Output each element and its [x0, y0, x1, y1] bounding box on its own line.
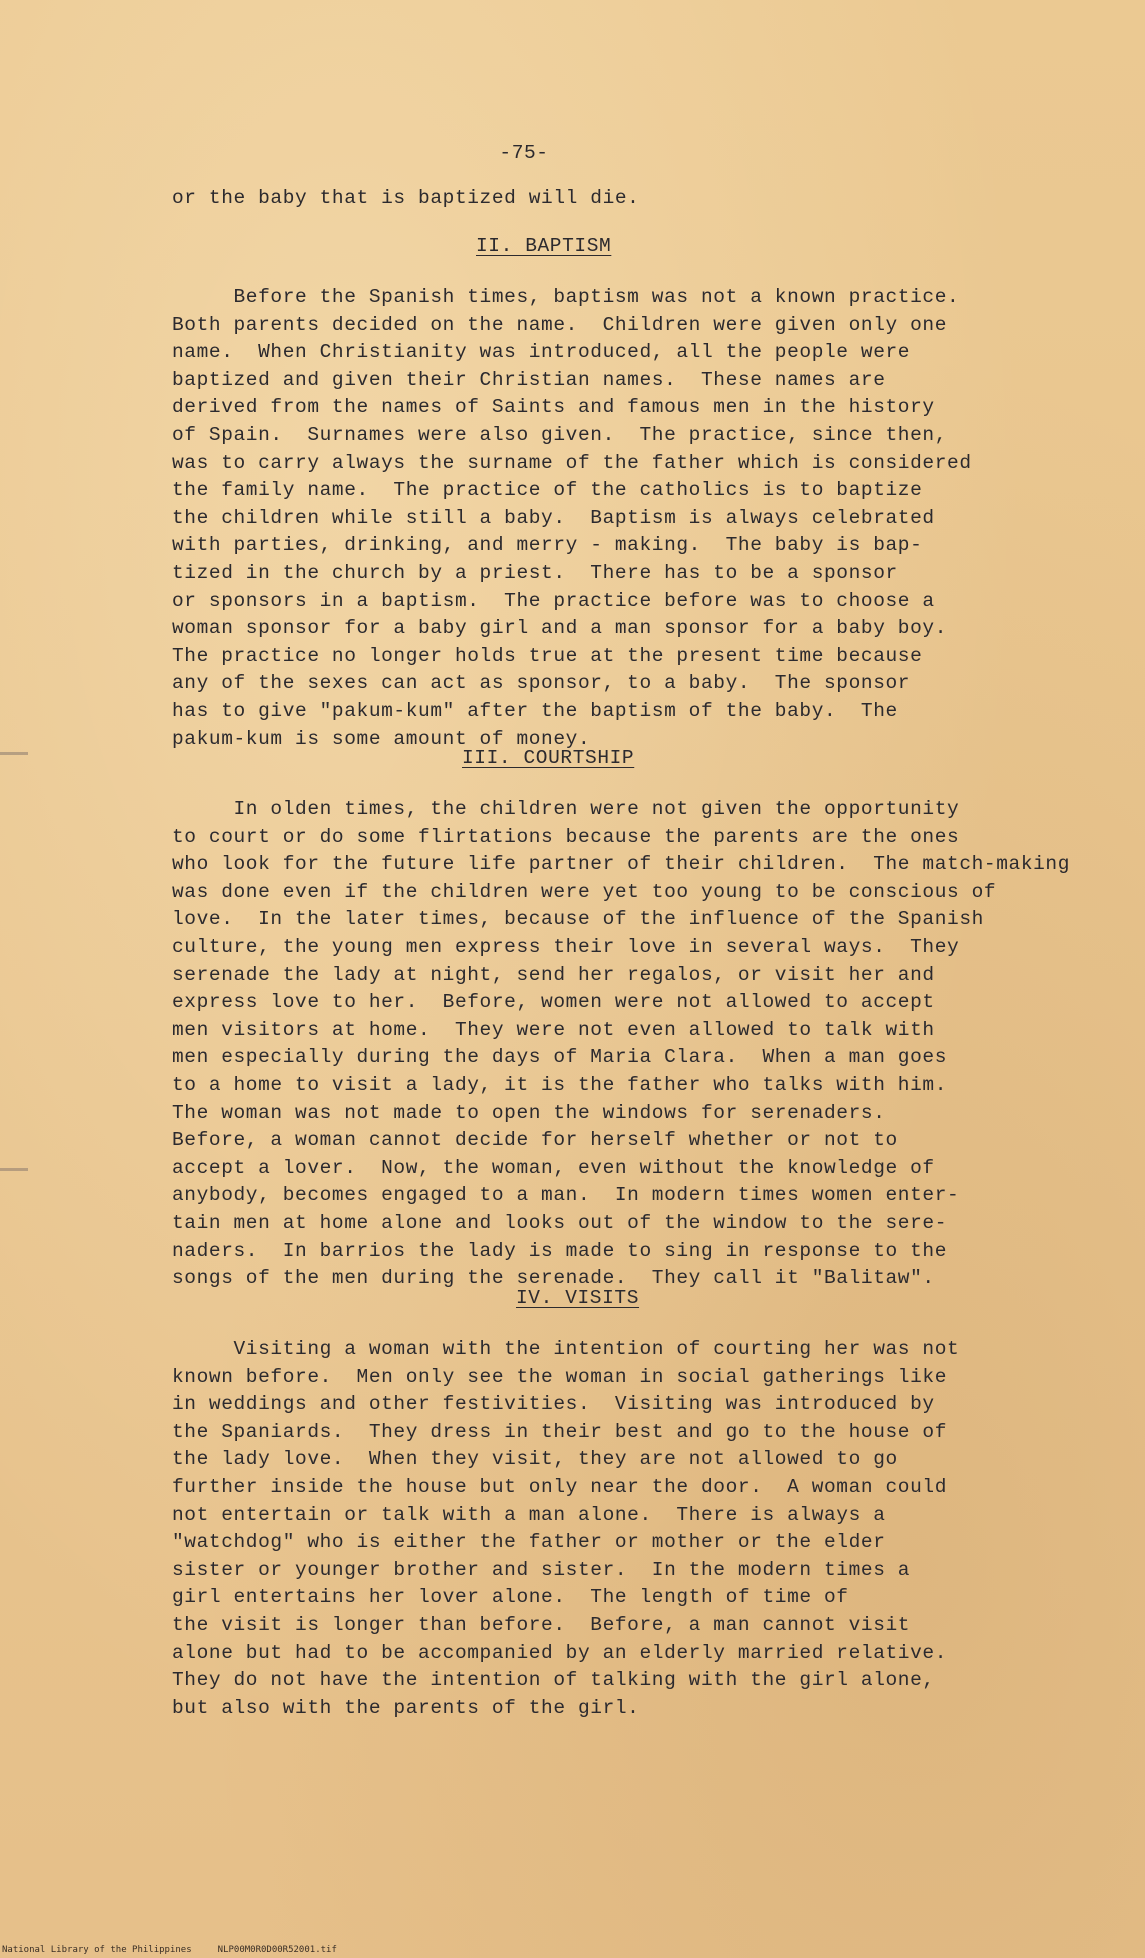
- section-heading-baptism: II. BAPTISM: [476, 235, 612, 257]
- section-body-courtship: [172, 796, 1102, 1293]
- text-line: the family name. The practice of the catholics is to baptize: [172, 479, 923, 502]
- text-line: the visit is longer than before. Before, a man cannot visit: [172, 1613, 911, 1636]
- text-line: men especially during the days of Maria Clara. When a man goes: [172, 1046, 948, 1069]
- text-line: or sponsors in a baptism. The practice before was to choose a: [172, 589, 935, 612]
- scan-edge-mark: [0, 1168, 28, 1171]
- text-line: anybody, becomes engaged to a man. In modern times women enter-: [172, 1184, 960, 1207]
- text-line: sister or younger brother and sister. In the modern times a: [172, 1558, 911, 1581]
- footer-file-id: NLP00M0R0D00R52001.tif: [217, 1945, 337, 1955]
- text-line: men visitors at home. They were not even allowed to talk with: [172, 1018, 935, 1041]
- scan-edge-mark: [0, 752, 28, 755]
- text-line: serenade the lady at night, send her regalos, or visit her and: [172, 963, 935, 986]
- text-line: tized in the church by a priest. There has to be a sponsor: [172, 561, 898, 584]
- section-heading-courtship: III. COURTSHIP: [462, 747, 635, 769]
- text-line: love. In the later times, because of the influence of the Spanish: [172, 908, 984, 931]
- text-line: to court or do some flirtations because the parents are the ones: [172, 825, 960, 848]
- section-body-visits: [172, 1336, 1102, 1722]
- text-line: Both parents decided on the name. Children were given only one: [172, 313, 948, 336]
- text-line: any of the sexes can act as sponsor, to a baby. The sponsor: [172, 672, 911, 695]
- text-line: tain men at home alone and looks out of the window to the sere-: [172, 1211, 948, 1234]
- text-line: known before. Men only see the woman in social gatherings like: [172, 1365, 948, 1388]
- text-line: the children while still a baby. Baptism is always celebrated: [172, 506, 935, 529]
- text-line: songs of the men during the serenade. They call it "Balitaw".: [172, 1267, 935, 1290]
- footer-library: National Library of the Philippines: [2, 1945, 192, 1955]
- text-line: name. When Christianity was introduced, all the people were: [172, 341, 911, 364]
- text-line: of Spain. Surnames were also given. The practice, since then,: [172, 423, 948, 446]
- text-line: the lady love. When they visit, they are not allowed to go: [172, 1448, 898, 1471]
- section-heading-visits: IV. VISITS: [516, 1287, 640, 1309]
- text-line: accept a lover. Now, the woman, even without the knowledge of: [172, 1156, 935, 1179]
- text-line: in weddings and other festivities. Visiting was introduced by: [172, 1393, 935, 1416]
- text-line: not entertain or talk with a man alone. There is always a: [172, 1503, 886, 1526]
- text-line: naders. In barrios the lady is made to sing in response to the: [172, 1239, 948, 1262]
- text-line: with parties, drinking, and merry - making. The baby is bap-: [172, 534, 923, 557]
- text-line: Before, a woman cannot decide for herself whether or not to: [172, 1129, 898, 1152]
- text-line: pakum-kum is some amount of money.: [172, 727, 591, 750]
- text-line: "watchdog" who is either the father or mother or the elder: [172, 1531, 886, 1554]
- text-line: express love to her. Before, women were not allowed to accept: [172, 991, 935, 1014]
- opening-line: or the baby that is baptized will die.: [172, 187, 640, 209]
- text-line: culture, the young men express their love in several ways. They: [172, 935, 960, 958]
- text-line: They do not have the intention of talking with the girl alone,: [172, 1669, 935, 1692]
- text-line: girl entertains her lover alone. The length of time of: [172, 1586, 849, 1609]
- page-number: -75-: [499, 142, 549, 164]
- text-line: Visiting a woman with the intention of courting her was not: [172, 1338, 960, 1360]
- text-line: the Spaniards. They dress in their best and go to the house of: [172, 1420, 948, 1443]
- text-line: woman sponsor for a baby girl and a man sponsor for a baby boy.: [172, 617, 948, 640]
- text-line: but also with the parents of the girl.: [172, 1696, 640, 1719]
- text-line: The woman was not made to open the windows for serenaders.: [172, 1101, 886, 1124]
- text-line: derived from the names of Saints and famous men in the history: [172, 396, 935, 419]
- text-line: was done even if the children were yet too young to be conscious of: [172, 880, 997, 903]
- text-line: further inside the house but only near the door. A woman could: [172, 1475, 948, 1498]
- text-line: was to carry always the surname of the father which is considered: [172, 451, 972, 474]
- scan-footer: [2, 1945, 363, 1955]
- text-line: who look for the future life partner of their children. The match-making: [172, 853, 1071, 876]
- text-line: In olden times, the children were not given the opportunity: [172, 798, 960, 820]
- text-line: baptized and given their Christian names. These names are: [172, 368, 886, 391]
- section-body-baptism: [172, 284, 1102, 753]
- text-line: has to give "pakum-kum" after the baptism of the baby. The: [172, 699, 898, 722]
- text-line: alone but had to be accompanied by an elderly married relative.: [172, 1641, 948, 1664]
- text-line: to a home to visit a lady, it is the father who talks with him.: [172, 1073, 948, 1096]
- text-line: The practice no longer holds true at the present time because: [172, 644, 923, 667]
- text-line: Before the Spanish times, baptism was not a known practice.: [172, 286, 960, 308]
